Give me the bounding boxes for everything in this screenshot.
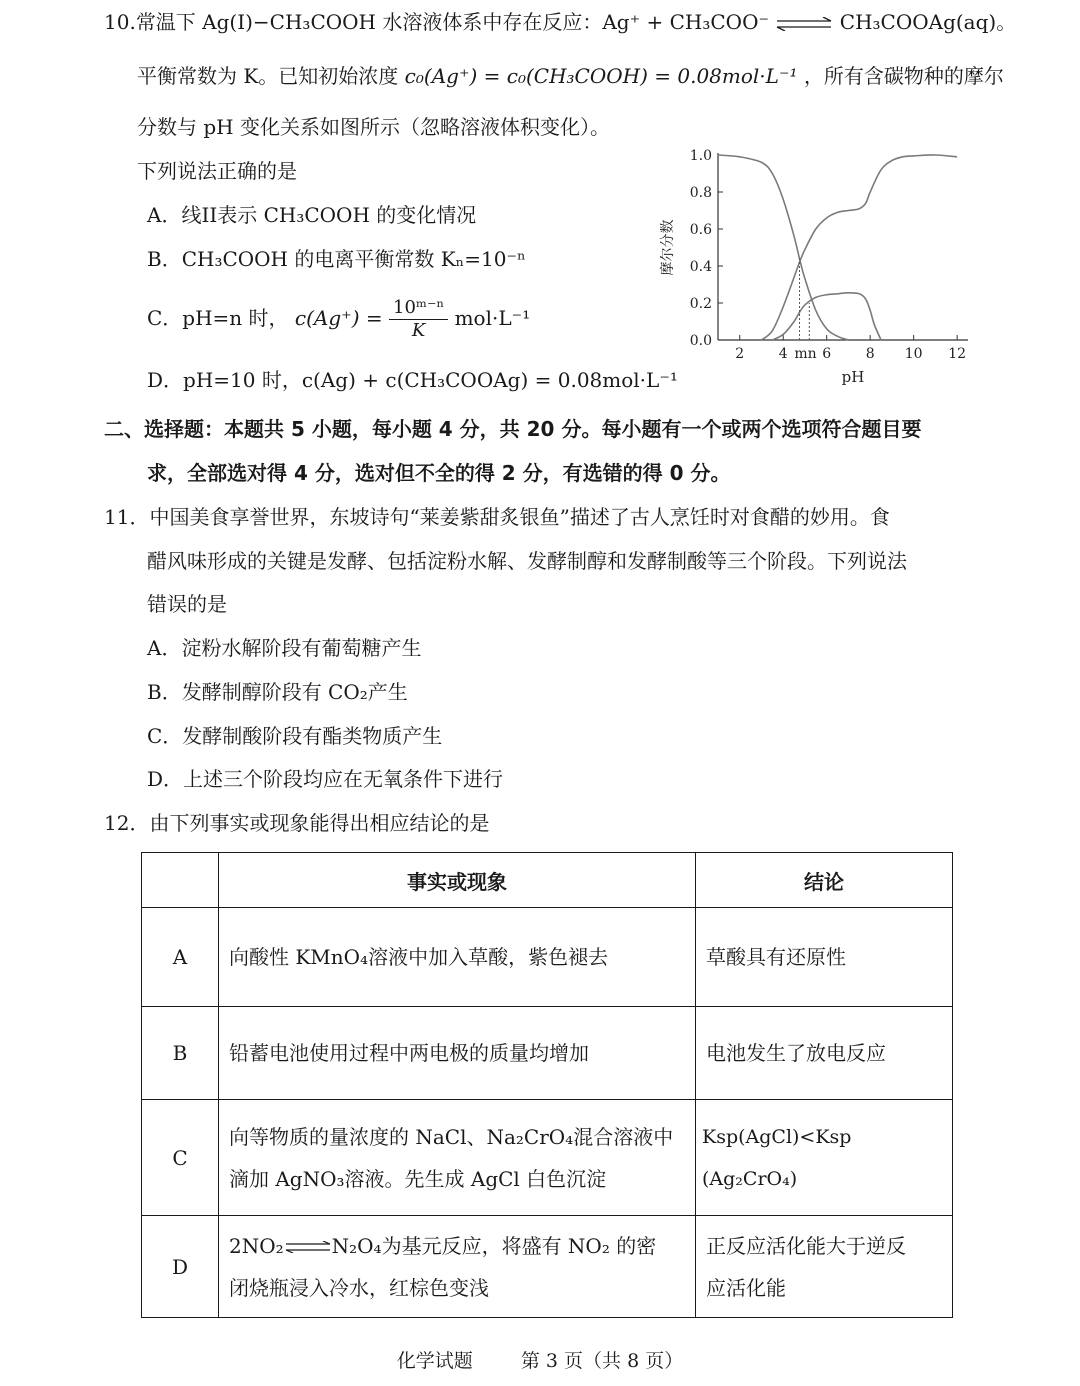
table-row (142, 908, 953, 1007)
facts-table (141, 852, 953, 1318)
q10-intro: 常温下 Ag(I)−CH₃COOH 水溶液体系中存在反应： (135, 10, 603, 34)
q10-line4: 下列说法正确的是 (137, 159, 297, 183)
row-fact: 向酸性 KMnO₄溶液中加入草酸，紫色褪去 (219, 908, 696, 1007)
x-tick-label: 10 (904, 346, 923, 362)
row-fact-line1: 向等物质的量浓度的 NaCl、Na₂CrO₄混合溶液中 (229, 1124, 674, 1149)
q11-option-c: C．发酵制酸阶段有酯类物质产生 (147, 724, 443, 748)
row-fact: 铅蓄电池使用过程中两电极的质量均增加 (219, 1007, 696, 1100)
q12-line1: 12．由下列事实或现象能得出相应结论的是 (104, 811, 490, 835)
row-label: D (142, 1216, 219, 1318)
q11-option-a: A．淀粉水解阶段有葡萄糖产生 (147, 636, 422, 660)
q10-line2-c: ，所有含碳物种的摩尔 (803, 64, 1004, 88)
q10-line2 (137, 62, 1004, 90)
row-conclusion: Ksp(AgCl)<Ksp (Ag₂CrO₄) (696, 1100, 953, 1216)
q10-option-c-unit: mol·L⁻¹ (454, 306, 531, 330)
q10-reaction-right: CH₃COOAg(aq) (839, 10, 997, 34)
q10-reaction-left: Ag⁺ + CH₃COO⁻ (602, 10, 770, 34)
q11-option-d: D．上述三个阶段均应在无氧条件下进行 (147, 767, 504, 791)
table-row (142, 1007, 953, 1100)
mole-fraction-chart (650, 138, 980, 388)
chart-marks (800, 259, 810, 340)
table-header-row (142, 853, 953, 908)
q11-option-b: B．发酵制醇阶段有 CO₂产生 (147, 680, 408, 704)
row-fact-left: 2NO₂ (229, 1233, 284, 1258)
q10-option-c-fraction (389, 297, 448, 342)
equilibrium-arrow-icon (284, 1241, 332, 1253)
q10-option-c-prefix: C．pH=n 时， (147, 306, 289, 330)
x-tick-label: mn (794, 346, 817, 362)
chart-axes (659, 148, 968, 386)
q10-option-c-lhs: c(Ag⁺) = (294, 306, 383, 330)
row-fact (219, 1216, 696, 1318)
series-line-ch3coo- (762, 155, 958, 340)
y-tick-label: 0.2 (689, 296, 712, 312)
footer-page: 第 3 页（共 8 页） (520, 1350, 684, 1372)
row-fact-line1 (229, 1225, 685, 1267)
y-axis-label: 摩尔分数 (660, 219, 676, 276)
y-tick-label: 1.0 (689, 148, 712, 164)
x-tick-label: 12 (948, 346, 967, 362)
q10-option-c (147, 290, 530, 346)
equilibrium-arrow-icon (775, 17, 833, 31)
section2-line1: 二、选择题：本题共 5 小题，每小题 4 分，共 20 分。每小题有一个或两个选项符合题目要 (104, 417, 922, 441)
q11-line2: 醋风味形成的关键是发酵、包括淀粉水解、发酵制醇和发酵制酸等三个阶段。下列说法 (147, 549, 907, 573)
series-line-ch3cooh (718, 155, 848, 340)
q10-line1 (104, 8, 1016, 36)
q10-option-a: A．线II表示 CH₃COOH 的变化情况 (147, 203, 477, 227)
q11-line3: 错误的是 (147, 592, 227, 616)
row-fact (219, 1100, 696, 1216)
q10-option-b: B．CH₃COOH 的电离平衡常数 Kₙ=10⁻ⁿ (147, 247, 526, 271)
fraction-numerator: 10ᵐ⁻ⁿ (389, 297, 448, 320)
row-label: C (142, 1100, 219, 1216)
y-tick-label: 0.6 (689, 222, 712, 238)
y-tick-label: 0.8 (689, 185, 712, 201)
x-tick-label: 8 (865, 346, 875, 362)
y-tick-label: 0.4 (689, 259, 712, 275)
q10-initial-conc: c₀(Ag⁺) = c₀(CH₃COOH) = 0.08mol·L⁻¹ (404, 64, 798, 88)
x-tick-label: 6 (822, 346, 832, 362)
q10-end-mark: 。 (996, 10, 1017, 34)
x-tick-label: 2 (735, 346, 745, 362)
row-conclusion-line1: 正反应活化能大于逆反 (706, 1233, 906, 1258)
x-tick-label: 4 (778, 346, 788, 362)
chart-series (718, 155, 957, 340)
row-label: A (142, 908, 219, 1007)
header-conclusion: 结论 (696, 853, 953, 908)
q10-line3: 分数与 pH 变化关系如图所示（忽略溶液体积变化）。 (137, 115, 610, 139)
header-blank (142, 853, 219, 908)
section2-line2: 求，全部选对得 4 分，选对但不全的得 2 分，有选错的得 0 分。 (147, 461, 731, 485)
y-tick-label: 0.0 (689, 333, 712, 349)
q11-line1: 11．中国美食享誉世界，东坡诗句“莱姜紫甜炙银鱼”描述了古人烹饪时对食醋的妙用。食 (104, 505, 890, 529)
row-conclusion-line2: 应活化能 (706, 1275, 786, 1300)
row-conclusion: 电池发生了放电反应 (696, 1007, 953, 1100)
table-row (142, 1216, 953, 1318)
table-row (142, 1100, 953, 1216)
row-conclusion (696, 1216, 953, 1318)
header-fact: 事实或现象 (219, 853, 696, 908)
q10-option-d: D．pH=10 时，c(Ag) + c(CH₃COOAg) = 0.08mol·L⁻¹ (147, 368, 678, 392)
page-footer (0, 1346, 1080, 1373)
row-fact-line2: 滴加 AgNO₃溶液。先生成 AgCl 白色沉淀 (229, 1166, 607, 1191)
series-line-ch3cooag (772, 293, 881, 340)
row-fact-right: N₂O₄为基元反应，将盛有 NO₂ 的密 (331, 1233, 657, 1258)
fraction-denominator: K (411, 320, 426, 341)
q10-line2-a: 平衡常数为 K。已知初始浓度 (137, 64, 399, 88)
x-axis-label: pH (841, 368, 865, 386)
q10-number: 10. (104, 10, 136, 34)
row-label: B (142, 1007, 219, 1100)
row-fact-line2: 闭烧瓶浸入冷水，红棕色变浅 (229, 1275, 489, 1300)
row-conclusion: 草酸具有还原性 (696, 908, 953, 1007)
footer-subject: 化学试题 (396, 1350, 473, 1372)
